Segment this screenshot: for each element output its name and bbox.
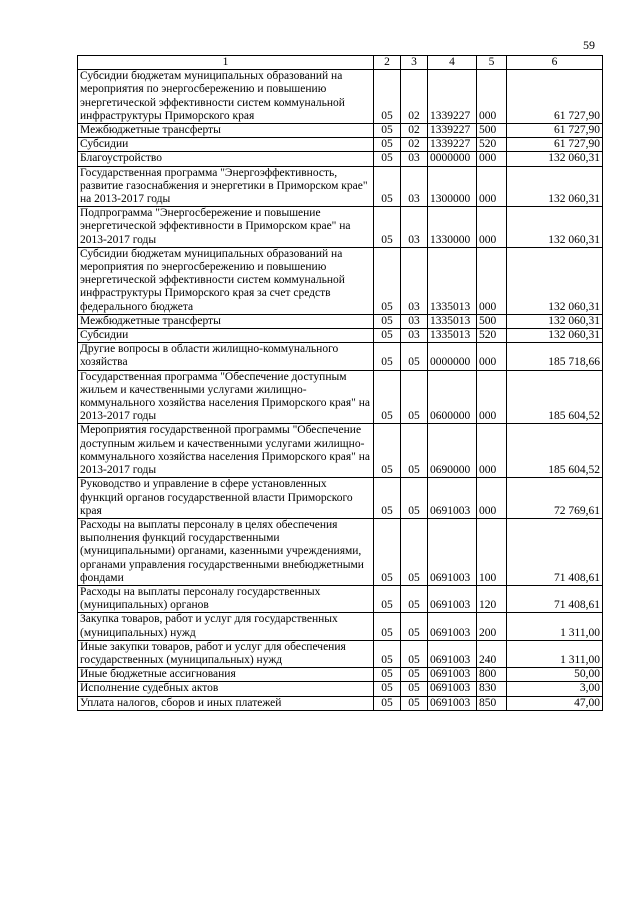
- row-section: 05: [374, 329, 401, 343]
- row-expense-type: 830: [477, 682, 507, 696]
- header-row: [78, 56, 603, 70]
- row-amount: 72 769,61: [507, 478, 603, 519]
- row-amount: 132 060,31: [507, 166, 603, 207]
- row-expense-type: 000: [477, 343, 507, 370]
- page-number: 59: [583, 38, 595, 52]
- row-amount: 3,00: [507, 682, 603, 696]
- table-row: [78, 329, 603, 343]
- row-target-article: 0600000: [428, 370, 477, 424]
- row-name: Исполнение судебных актов: [78, 682, 374, 696]
- table-row: [78, 585, 603, 612]
- row-target-article: 0691003: [428, 668, 477, 682]
- table-row: [78, 166, 603, 207]
- row-expense-type: 000: [477, 207, 507, 248]
- row-expense-type: 520: [477, 138, 507, 152]
- column-header: 3: [401, 56, 428, 70]
- row-amount: 71 408,61: [507, 518, 603, 585]
- table-row: [78, 314, 603, 328]
- row-section: 05: [374, 207, 401, 248]
- row-name: Иные закупки товаров, работ и услуг для обеспечения государственных (муниципальных) нужд: [78, 640, 374, 667]
- row-amount: 1 311,00: [507, 613, 603, 640]
- table-row: [78, 370, 603, 424]
- row-section: 05: [374, 585, 401, 612]
- table-row: [78, 640, 603, 667]
- row-subsection: 02: [401, 138, 428, 152]
- row-target-article: 1335013: [428, 314, 477, 328]
- row-subsection: 05: [401, 370, 428, 424]
- column-header: 6: [507, 56, 603, 70]
- table-row: [78, 152, 603, 166]
- row-name: Уплата налогов, сборов и иных платежей: [78, 696, 374, 710]
- row-amount: 185 718,66: [507, 343, 603, 370]
- row-amount: 1 311,00: [507, 640, 603, 667]
- row-expense-type: 100: [477, 518, 507, 585]
- row-expense-type: 000: [477, 70, 507, 124]
- row-subsection: 05: [401, 640, 428, 667]
- row-expense-type: 200: [477, 613, 507, 640]
- row-expense-type: 000: [477, 247, 507, 314]
- row-expense-type: 000: [477, 166, 507, 207]
- row-expense-type: 240: [477, 640, 507, 667]
- row-section: 05: [374, 478, 401, 519]
- row-subsection: 03: [401, 166, 428, 207]
- row-name: Иные бюджетные ассигнования: [78, 668, 374, 682]
- row-expense-type: 500: [477, 124, 507, 138]
- row-amount: 61 727,90: [507, 124, 603, 138]
- row-name: Государственная программа "Энергоэффективность, развитие газоснабжения и энергетики в Приморском крае" на 2013-2017 годы: [78, 166, 374, 207]
- row-section: 05: [374, 343, 401, 370]
- row-amount: 47,00: [507, 696, 603, 710]
- row-subsection: 05: [401, 585, 428, 612]
- row-target-article: 1335013: [428, 329, 477, 343]
- row-expense-type: 000: [477, 370, 507, 424]
- row-section: 05: [374, 518, 401, 585]
- row-name: Субсидии: [78, 138, 374, 152]
- row-target-article: 0691003: [428, 682, 477, 696]
- row-target-article: 0691003: [428, 696, 477, 710]
- row-expense-type: 000: [477, 424, 507, 478]
- column-header: 1: [78, 56, 374, 70]
- row-subsection: 02: [401, 124, 428, 138]
- row-amount: 50,00: [507, 668, 603, 682]
- row-target-article: 1339227: [428, 70, 477, 124]
- row-target-article: 0691003: [428, 613, 477, 640]
- row-name: Государственная программа "Обеспечение доступным жильем и качественными услугами жилищно-коммунального хозяйства населения Приморского края" на 2013-2017 годы: [78, 370, 374, 424]
- row-name: Расходы на выплаты персоналу в целях обеспечения выполнения функций государственными (муниципальными) органами, казенными учреждениями, органами управления государственными внебюджетными фондами: [78, 518, 374, 585]
- row-target-article: 1339227: [428, 124, 477, 138]
- row-amount: 185 604,52: [507, 370, 603, 424]
- row-target-article: 0691003: [428, 478, 477, 519]
- row-section: 05: [374, 613, 401, 640]
- row-section: 05: [374, 696, 401, 710]
- row-amount: 71 408,61: [507, 585, 603, 612]
- column-header: 5: [477, 56, 507, 70]
- row-name: Закупка товаров, работ и услуг для государственных (муниципальных) нужд: [78, 613, 374, 640]
- row-amount: 185 604,52: [507, 424, 603, 478]
- row-name: Межбюджетные трансферты: [78, 314, 374, 328]
- row-subsection: 05: [401, 696, 428, 710]
- row-amount: 132 060,31: [507, 329, 603, 343]
- row-expense-type: 800: [477, 668, 507, 682]
- row-name: Расходы на выплаты персоналу государственных (муниципальных) органов: [78, 585, 374, 612]
- row-subsection: 05: [401, 478, 428, 519]
- row-expense-type: 120: [477, 585, 507, 612]
- row-name: Субсидии бюджетам муниципальных образований на мероприятия по энергосбережению и повышению энергетической эффективности систем коммунальной инфраструктуры Приморского края: [78, 70, 374, 124]
- row-target-article: 1330000: [428, 207, 477, 248]
- row-target-article: 0000000: [428, 152, 477, 166]
- table-row: [78, 124, 603, 138]
- table-row: [78, 696, 603, 710]
- row-section: 05: [374, 370, 401, 424]
- row-target-article: 0691003: [428, 518, 477, 585]
- table-row: [78, 70, 603, 124]
- row-target-article: 1335013: [428, 247, 477, 314]
- row-name: Другие вопросы в области жилищно-коммунального хозяйства: [78, 343, 374, 370]
- row-section: 05: [374, 668, 401, 682]
- table-body: [78, 70, 603, 711]
- row-name: Субсидии: [78, 329, 374, 343]
- table-row: [78, 613, 603, 640]
- row-subsection: 05: [401, 613, 428, 640]
- table-row: [78, 207, 603, 248]
- budget-table: [77, 55, 603, 711]
- row-section: 05: [374, 424, 401, 478]
- table-row: [78, 478, 603, 519]
- row-amount: 132 060,31: [507, 247, 603, 314]
- table-row: [78, 682, 603, 696]
- row-subsection: 03: [401, 314, 428, 328]
- row-section: 05: [374, 640, 401, 667]
- table-row: [78, 247, 603, 314]
- row-expense-type: 000: [477, 478, 507, 519]
- row-expense-type: 000: [477, 152, 507, 166]
- row-name: Субсидии бюджетам муниципальных образований на мероприятия по энергосбережению и повышению энергетической эффективности систем коммунальной инфраструктуры Приморского края за счет средств федерального бюджета: [78, 247, 374, 314]
- row-expense-type: 520: [477, 329, 507, 343]
- row-target-article: 0000000: [428, 343, 477, 370]
- row-target-article: 0691003: [428, 640, 477, 667]
- row-section: 05: [374, 138, 401, 152]
- table-row: [78, 668, 603, 682]
- table-row: [78, 343, 603, 370]
- row-name: Мероприятия государственной программы "Обеспечение доступным жильем и качественными услугами жилищно-коммунального хозяйства населения Приморского края" на 2013-2017 годы: [78, 424, 374, 478]
- row-target-article: 0691003: [428, 585, 477, 612]
- row-subsection: 03: [401, 329, 428, 343]
- column-header: 4: [428, 56, 477, 70]
- row-section: 05: [374, 314, 401, 328]
- row-subsection: 03: [401, 152, 428, 166]
- table-row: [78, 424, 603, 478]
- row-amount: 61 727,90: [507, 138, 603, 152]
- row-section: 05: [374, 70, 401, 124]
- row-target-article: 0690000: [428, 424, 477, 478]
- row-expense-type: 850: [477, 696, 507, 710]
- row-name: Межбюджетные трансферты: [78, 124, 374, 138]
- row-subsection: 02: [401, 70, 428, 124]
- row-amount: 61 727,90: [507, 70, 603, 124]
- row-section: 05: [374, 166, 401, 207]
- row-subsection: 03: [401, 247, 428, 314]
- row-subsection: 03: [401, 207, 428, 248]
- row-amount: 132 060,31: [507, 152, 603, 166]
- row-subsection: 05: [401, 682, 428, 696]
- row-name: Подпрограмма "Энергосбережение и повышение энергетической эффективности в Приморском крае" на 2013-2017 годы: [78, 207, 374, 248]
- column-header: 2: [374, 56, 401, 70]
- row-subsection: 05: [401, 518, 428, 585]
- row-section: 05: [374, 152, 401, 166]
- row-amount: 132 060,31: [507, 207, 603, 248]
- row-subsection: 05: [401, 343, 428, 370]
- row-name: Руководство и управление в сфере установленных функций органов государственной власти Приморского края: [78, 478, 374, 519]
- row-subsection: 05: [401, 668, 428, 682]
- row-section: 05: [374, 247, 401, 314]
- row-subsection: 05: [401, 424, 428, 478]
- row-target-article: 1339227: [428, 138, 477, 152]
- table-row: [78, 138, 603, 152]
- row-section: 05: [374, 682, 401, 696]
- row-amount: 132 060,31: [507, 314, 603, 328]
- row-target-article: 1300000: [428, 166, 477, 207]
- row-section: 05: [374, 124, 401, 138]
- row-expense-type: 500: [477, 314, 507, 328]
- table-row: [78, 518, 603, 585]
- row-name: Благоустройство: [78, 152, 374, 166]
